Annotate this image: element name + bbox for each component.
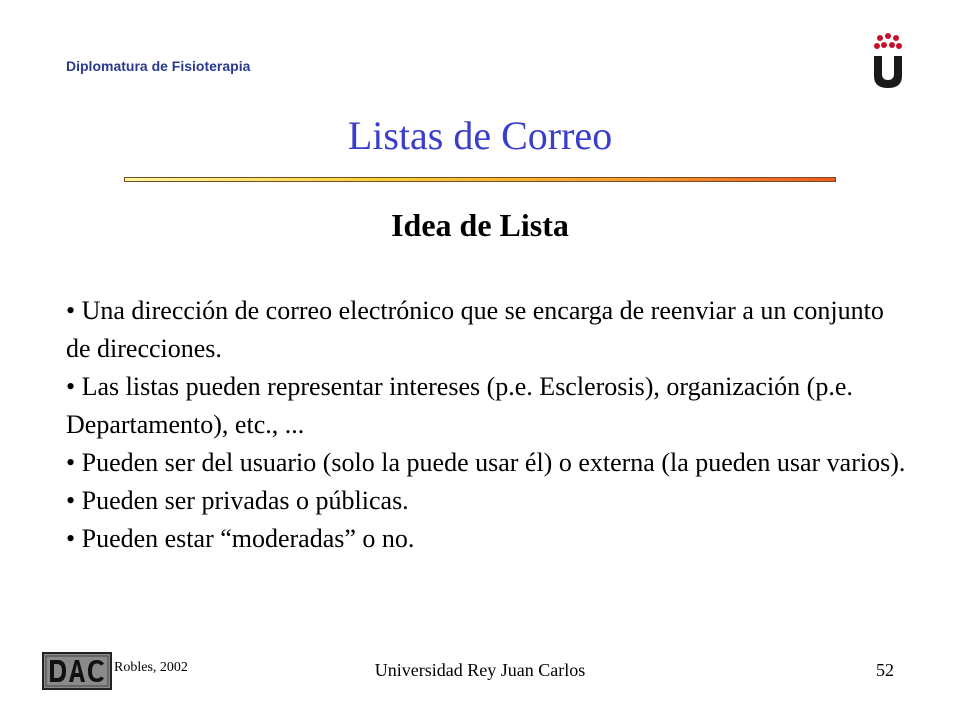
bullet-list bbox=[66, 292, 906, 558]
course-name: Diplomatura de Fisioterapia bbox=[66, 58, 251, 74]
footer-author: Robles, 2002 bbox=[114, 660, 188, 675]
slide-title: Listas de Correo bbox=[347, 113, 613, 158]
bullet-item: • Pueden estar “moderadas” o no. bbox=[66, 524, 415, 553]
footer-institution: Universidad Rey Juan Carlos bbox=[374, 660, 586, 680]
bullet-item: • Pueden ser privadas o públicas. bbox=[66, 486, 409, 515]
page-number: 52 bbox=[876, 660, 894, 680]
bullet-item: • Las listas pueden representar intereses (p.e. Esclerosis), organización (p.e. Departamento), etc., ... bbox=[66, 372, 853, 439]
bullet-item: • Una dirección de correo electrónico que se encarga de reenviar a un conjunto de direcciones. bbox=[66, 296, 884, 363]
title-divider bbox=[124, 177, 836, 182]
bullet-item: • Pueden ser del usuario (solo la puede usar él) o externa (la pueden usar varios). bbox=[66, 448, 906, 477]
slide-subtitle: Idea de Lista bbox=[391, 207, 569, 243]
university-logo bbox=[868, 32, 908, 90]
